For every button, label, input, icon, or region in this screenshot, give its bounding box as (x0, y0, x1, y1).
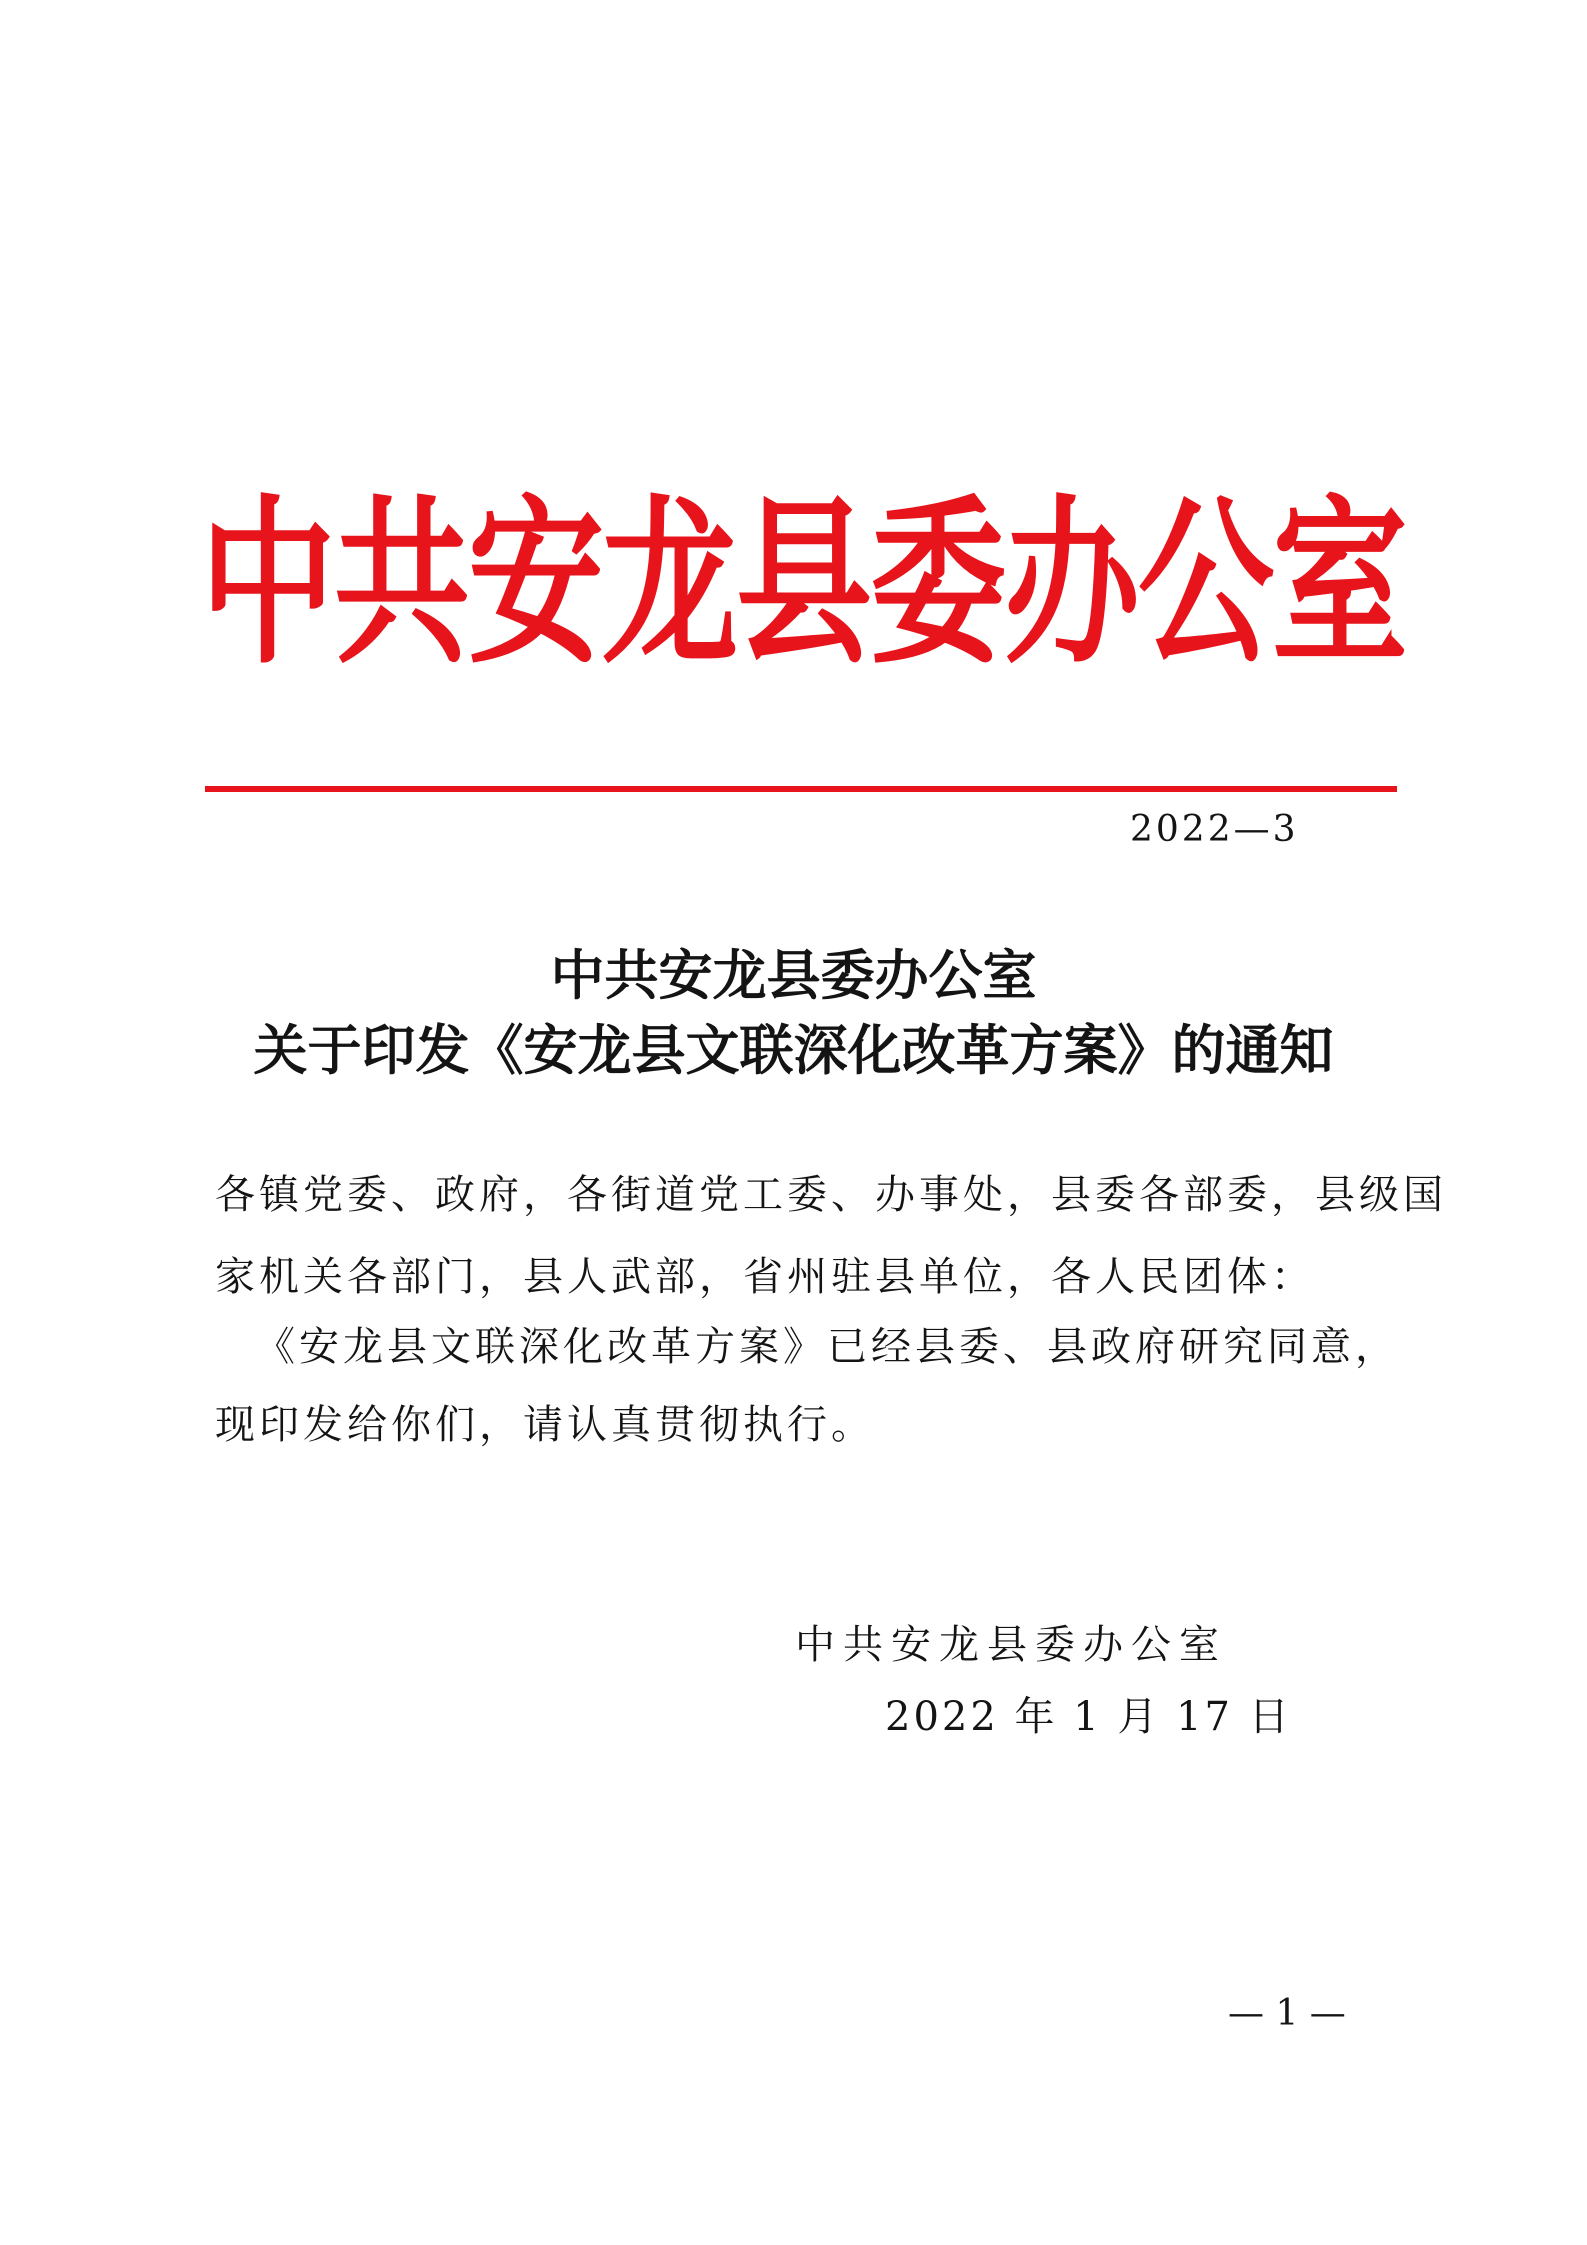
signature-date: 2022 年 1 月 17 日 (885, 1694, 1292, 1740)
document-number: 2022—3 (1130, 809, 1299, 850)
issuer-masthead: 中共安龙县委办公室 (200, 480, 1406, 690)
red-divider (205, 786, 1397, 792)
document-title-line-1: 中共安龙县委办公室 (550, 943, 1037, 1007)
signature-organization: 中共安龙县委办公室 (795, 1622, 1227, 1668)
page-number: — 1 — (1228, 1993, 1346, 2034)
body-line: 各镇党委、政府，各街道党工委、办事处，县委各部委，县级国 (215, 1172, 1447, 1218)
body-line: 现印发给你们，请认真贯彻执行。 (215, 1402, 875, 1448)
body-line: 《安龙县文联深化改革方案》已经县委、县政府研究同意， (255, 1324, 1399, 1370)
body-line: 家机关各部门，县人武部，省州驻县单位，各人民团体： (215, 1254, 1315, 1300)
document-title-line-2: 关于印发《安龙县文联深化改革方案》的通知 (253, 1018, 1334, 1082)
